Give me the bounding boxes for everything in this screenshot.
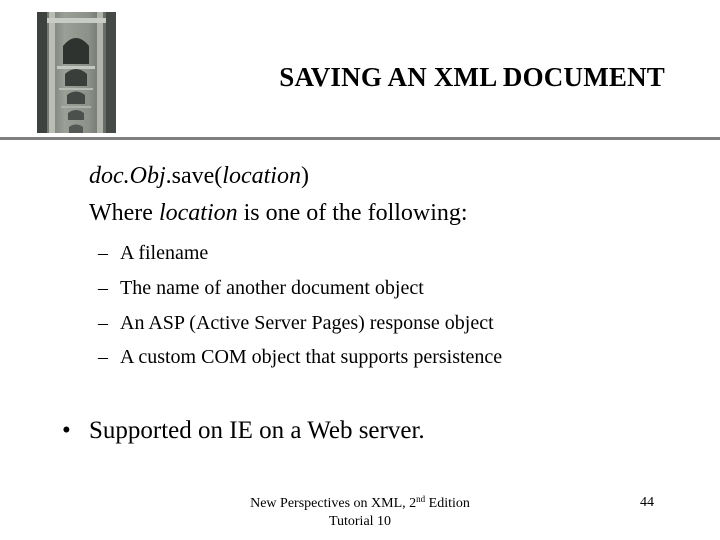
bullet-text: Supported on IE on a Web server. <box>89 417 425 444</box>
page-number: 44 <box>640 495 654 510</box>
bullet-item <box>62 417 425 445</box>
location-description <box>89 200 468 227</box>
description-suffix: is one of the following: <box>237 200 468 226</box>
sub-item-text: The name of another document object <box>120 277 424 299</box>
dash-marker: – <box>98 346 108 368</box>
method-name: .save( <box>165 163 223 189</box>
slide-title: SAVING AN XML DOCUMENT <box>279 62 665 92</box>
footer-book-title: New Perspectives on XML, 2 <box>250 496 417 511</box>
sub-list-item <box>98 242 208 265</box>
sub-item-text: A filename <box>120 242 209 264</box>
object-name: doc.Obj <box>89 163 166 189</box>
dash-marker: – <box>98 242 108 264</box>
bullet-marker: • <box>62 417 71 444</box>
method-signature <box>89 163 309 190</box>
sub-list-item <box>98 277 424 300</box>
footer-tutorial: Tutorial 10 <box>328 514 392 529</box>
dash-marker: – <box>98 312 108 334</box>
location-param: location <box>222 163 301 189</box>
dash-marker: – <box>98 277 108 299</box>
footer-superscript: nd <box>416 494 426 504</box>
closing-paren: ) <box>300 163 309 189</box>
sub-list-item <box>98 312 494 335</box>
title-divider <box>0 137 720 140</box>
footer-edition: Edition <box>425 496 470 511</box>
sub-list-item <box>98 346 502 369</box>
description-prefix: Where <box>89 200 159 226</box>
footer-line-1 <box>240 495 480 513</box>
sub-item-text: A custom COM object that supports persistence <box>120 346 503 368</box>
sub-item-text: An ASP (Active Server Pages) response object <box>120 312 494 334</box>
building-arches-photo-icon <box>37 12 116 133</box>
footer-citation <box>240 495 480 531</box>
location-param: location <box>158 200 238 226</box>
